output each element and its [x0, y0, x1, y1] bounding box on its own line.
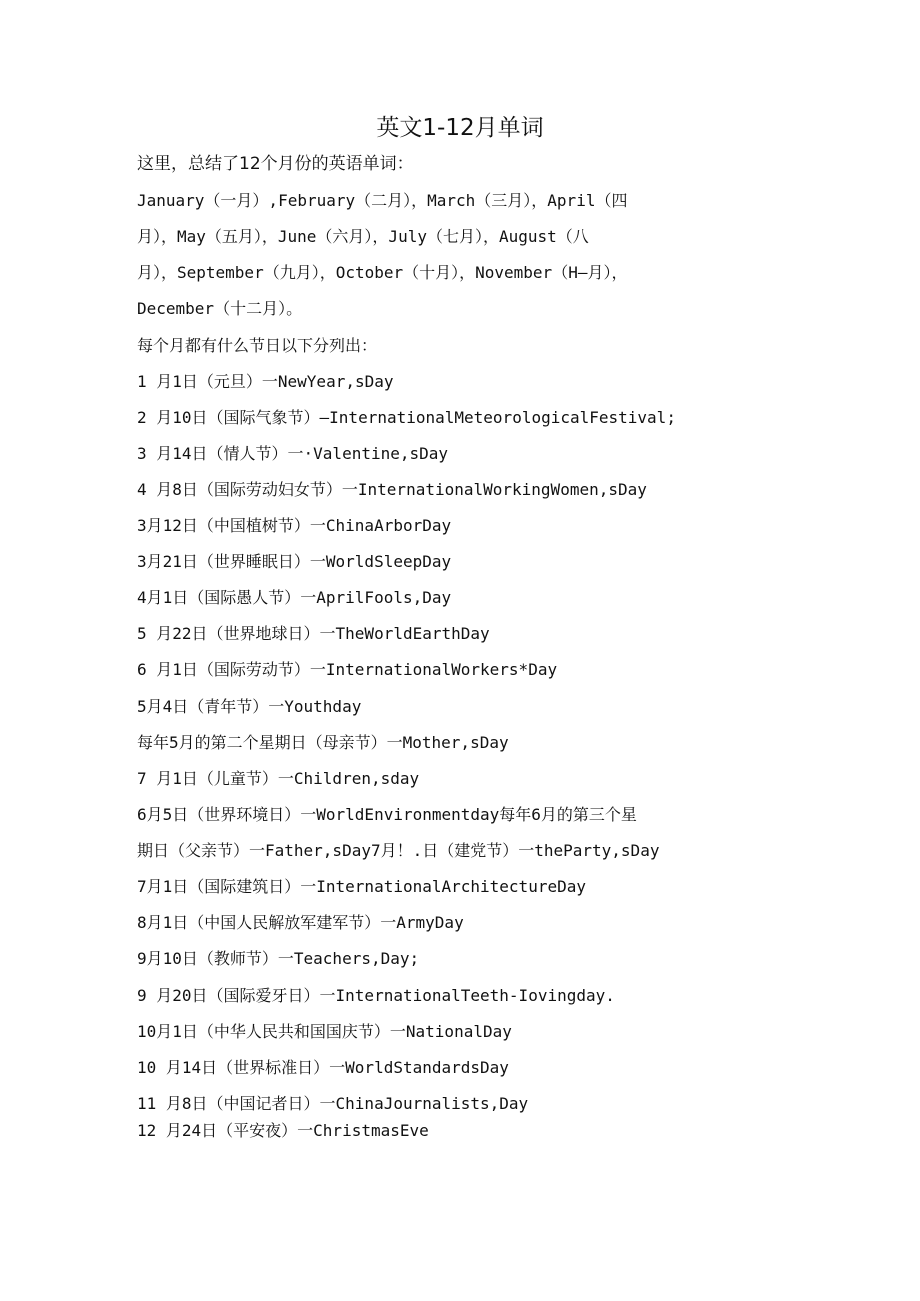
holiday-line: 8月1日（中国人民解放军建军节）一ArmyDay [137, 913, 464, 932]
holidays-intro: 每个月都有什么节日以下分列出： [137, 336, 378, 355]
holiday-line: 5月4日（青年节）一Youthday [137, 697, 362, 716]
months-line: 月），September（九月），October（十月），November（H—月）， [137, 263, 628, 282]
months-line: January（一月）,February（二月），March（三月），April（四 [137, 191, 628, 210]
holiday-line: 10月1日（中华人民共和国国庆节）一NationalDay [137, 1022, 512, 1041]
holiday-line: 12 月24日（平安夜）一ChristmasEve [137, 1121, 429, 1140]
holiday-line: 7月1日（国际建筑日）一InternationalArchitectureDay [137, 877, 586, 896]
intro-text: 这里，总结了12个月份的英语单词： [137, 154, 414, 174]
months-line: 月），May（五月），June（六月），July（七月），August（八 [137, 227, 589, 246]
holiday-line: 每年5月的第二个星期日（母亲节）一Mother,sDay [137, 733, 509, 752]
page-title: 英文1-12月单词 [376, 115, 544, 141]
holiday-line: 10 月14日（世界标准日）一WorldStandardsDay [137, 1058, 509, 1077]
holiday-line: 期日（父亲节）一Father,sDay7月！.日（建党节）一theParty,sDay [137, 841, 660, 860]
holiday-line: 9 月20日（国际爱牙日）一InternationalTeeth-Iovingday. [137, 986, 615, 1005]
holiday-line: 6月5日（世界环境日）一WorldEnvironmentday每年6月的第三个星 [137, 805, 637, 824]
holiday-line: 3月12日（中国植树节）一ChinaArborDay [137, 516, 452, 535]
holiday-line: 11 月8日（中国记者日）一ChinaJournalists,Day [137, 1094, 529, 1113]
holiday-line: 4月1日（国际愚人节）一AprilFools,Day [137, 588, 452, 607]
holiday-line: 1 月1日（元旦）一NewYear,sDay [137, 372, 394, 391]
holiday-line: 5 月22日（世界地球日）一TheWorldEarthDay [137, 624, 490, 643]
holiday-line: 3月21日（世界睡眠日）一WorldSleepDay [137, 552, 452, 571]
holiday-line: 6 月1日（国际劳动节）一InternationalWorkers*Day [137, 660, 558, 679]
holiday-line: 9月10日（教师节）一Teachers,Day; [137, 949, 420, 968]
holiday-line: 3 月14日（情人节）一·Valentine,sDay [137, 444, 449, 463]
holiday-line: 2 月10日（国际气象节）—InternationalMeteorologicalFestival; [137, 408, 676, 427]
holiday-line: 7 月1日（儿童节）一Children,sday [137, 769, 420, 788]
months-line: December（十二月）。 [137, 299, 303, 318]
holiday-line: 4 月8日（国际劳动妇女节）一InternationalWorkingWomen,sDay [137, 480, 647, 499]
